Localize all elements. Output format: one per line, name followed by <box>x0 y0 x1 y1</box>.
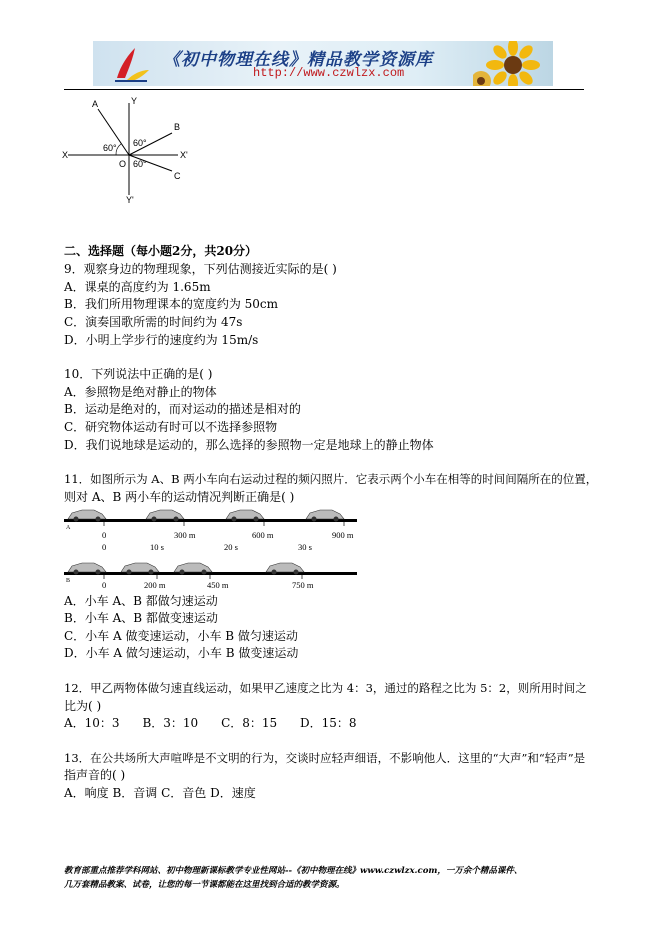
track-b-label: B <box>66 578 71 584</box>
sunflower-icon <box>473 41 553 86</box>
label-b: B <box>174 122 181 132</box>
question-9-option-d: D．小明上学步行的速度约为 15m/s <box>64 333 259 347</box>
banner-title: 《初中物理在线》精品教学资源库 <box>163 50 433 70</box>
track-b-position-3: 450 m <box>207 580 229 590</box>
question-11-option-d: D．小车 A 做匀速运动，小车 B 做变速运动 <box>64 646 299 660</box>
track-a-time-3: 20 s <box>224 542 238 552</box>
question-13-stem-2: 指声音的( ) <box>64 768 126 782</box>
footer-line-2: 几万套精品教案、试卷，让您的每一节课都能在这里找到合适的教学资源。 <box>64 880 345 890</box>
header-rule <box>64 89 584 90</box>
label-x-prime: X' <box>180 150 188 160</box>
footer-line-1: 教育部重点推荐学科网站、初中物理新课标教学专业性网站--《初中物理在线》www.czwlzx.com，一万余个精品课件、 <box>64 866 523 876</box>
label-a: A <box>92 99 99 109</box>
question-13-options: A．响度 B．音调 C．音色 D．速度 <box>64 786 256 800</box>
question-12-options: A．10：3 B．3：10 C．8：15 D．15：8 <box>64 716 357 730</box>
question-10-option-d: D．我们说地球是运动的，那么选择的参照物一定是地球上的静止物体 <box>64 438 434 452</box>
track-a-position-1: 0 <box>102 530 107 540</box>
track-a-position-4: 900 m <box>332 530 354 540</box>
label-y-prime: Y' <box>126 195 134 205</box>
car-tracks-figure <box>64 505 364 595</box>
track-a-time-1: 0 <box>102 542 107 552</box>
question-9-option-c: C．演奏国歌所需的时间约为 47s <box>64 315 243 329</box>
question-11-stem-2: 则对 A、B 两小车的运动情况判断正确是( ) <box>64 490 295 504</box>
angle-top: 60° <box>133 138 147 148</box>
header-banner <box>93 41 553 86</box>
track-a-position-3: 600 m <box>252 530 274 540</box>
track-b <box>64 563 357 590</box>
question-11-option-a: A．小车 A、B 都做匀速运动 <box>64 594 218 608</box>
track-b-position-4: 750 m <box>292 580 314 590</box>
track-a-label: A <box>66 525 71 531</box>
track-b-position-2: 200 m <box>144 580 166 590</box>
question-10-option-a: A．参照物是绝对静止的物体 <box>64 385 217 399</box>
question-11-option-b: B．小车 A、B 都做变速运动 <box>64 611 218 625</box>
site-logo-icon <box>111 44 151 84</box>
question-9-option-b: B．我们所用物理课本的宽度约为 50cm <box>64 297 279 311</box>
track-a-position-2: 300 m <box>174 530 196 540</box>
label-y: Y <box>131 96 138 106</box>
question-9-option-a: A．课桌的高度约为 1.65m <box>64 280 211 294</box>
question-11-stem-1: 11．如图所示为 A、B 两小车向右运动过程的频闪照片．它表示两个小车在相等的时间间隔所在的位置， <box>64 472 598 486</box>
question-10-option-b: B．运动是绝对的，而对运动的描述是相对的 <box>64 402 301 416</box>
section-heading: 二、选择题（每小题2分，共20分） <box>64 244 258 258</box>
track-a-time-4: 30 s <box>298 542 312 552</box>
track-a <box>64 510 357 552</box>
reflection-diagram <box>58 95 198 210</box>
label-c: C <box>174 171 181 181</box>
angle-bottom: 60° <box>133 159 147 169</box>
question-9-stem: 9．观察身边的物理现象，下列估测接近实际的是( ) <box>64 262 337 276</box>
angle-left: 60° <box>103 143 117 153</box>
question-13-stem-1: 13．在公共场所大声喧哗是不文明的行为，交谈时应轻声细语，不影响他人．这里的“大声”和“轻声”是 <box>64 751 586 765</box>
label-o: O <box>119 159 127 169</box>
question-10-option-c: C．研究物体运动有时可以不选择参照物 <box>64 420 278 434</box>
track-a-time-2: 10 s <box>150 542 164 552</box>
question-12-stem-2: 比为( ) <box>64 699 102 713</box>
banner-url[interactable]: http://www.czwlzx.com <box>253 66 405 80</box>
track-b-position-1: 0 <box>102 580 107 590</box>
question-12-stem-1: 12．甲乙两物体做匀速直线运动，如果甲乙速度之比为 4：3，通过的路程之比为 5：2，则所用时间之 <box>64 681 587 695</box>
question-11-option-c: C．小车 A 做变速运动，小车 B 做匀速运动 <box>64 629 298 643</box>
question-10-stem: 10．下列说法中正确的是( ) <box>64 367 213 381</box>
label-x: X <box>62 150 69 160</box>
